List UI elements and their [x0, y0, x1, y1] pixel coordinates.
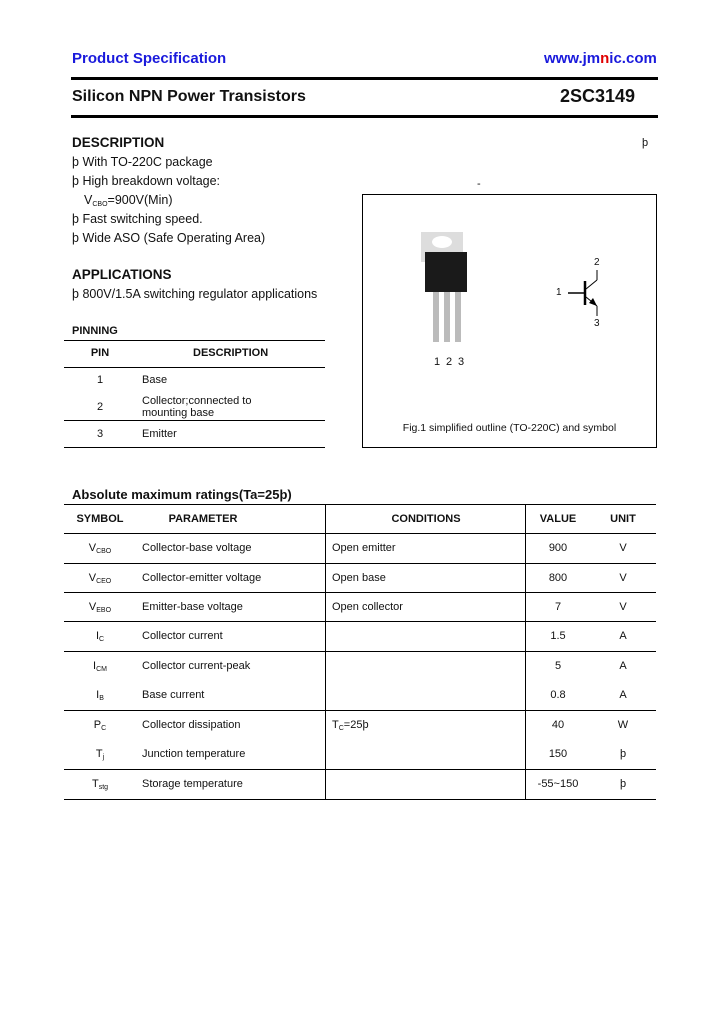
unit-cell: W — [617, 719, 629, 731]
symbol-pin-label: 2 — [594, 257, 600, 268]
description-item: þ High breakdown voltage: — [72, 174, 221, 188]
symbol-cell: $I_C$ — [95, 630, 105, 643]
value-cell: 7 — [554, 601, 562, 613]
conditions-cell: Open collector — [332, 601, 403, 613]
figure-box — [362, 194, 657, 448]
value-cell: 900 — [548, 542, 568, 554]
pin-number: 3 — [96, 428, 104, 440]
unit-cell: V — [619, 572, 627, 584]
value-cell: 1.5 — [550, 630, 566, 642]
to220-package-image — [363, 195, 656, 447]
table-column-rule — [525, 504, 526, 799]
parameter-cell: Collector-base voltage — [142, 542, 252, 554]
symbol-cell: $I_B$ — [96, 689, 104, 702]
symbol-pin-label: 1 — [556, 287, 562, 298]
pin-number: 1 — [96, 374, 104, 386]
table-rule — [64, 710, 656, 711]
unit-cell: A — [619, 660, 627, 672]
symbol-cell: $I_{CM}$ — [93, 660, 107, 673]
unit-cell: þ — [619, 748, 627, 760]
pin-description: Emitter — [142, 428, 177, 440]
stray-dash: - — [477, 178, 481, 190]
parameter-cell: Collector dissipation — [142, 719, 241, 731]
symbol-cell: $V_{CEO}$ — [88, 572, 112, 585]
figure-caption: Fig.1 simplified outline (TO-220C) and symbol — [402, 422, 617, 434]
value-cell: 0.8 — [550, 689, 566, 701]
parameter-cell: Emitter-base voltage — [142, 601, 243, 613]
pin-col-header: PIN — [90, 347, 110, 359]
vcbo-spec: $V_{CBO}=900V(Min)$ — [84, 193, 173, 208]
pin-number: 2 — [96, 401, 104, 413]
ratings-header: VALUE — [539, 513, 577, 525]
package-pin-label: 1 — [434, 356, 441, 368]
table-rule — [64, 621, 656, 622]
value-cell: 150 — [548, 748, 568, 760]
ratings-header: CONDITIONS — [391, 513, 461, 525]
url-part-red: n — [600, 50, 610, 67]
conditions-cell: Open emitter — [332, 542, 396, 554]
value-cell: -55~150 — [537, 778, 579, 790]
symbol-cell: $V_{EBO}$ — [88, 601, 112, 614]
ratings-header: UNIT — [610, 513, 636, 525]
unit-cell: þ — [619, 778, 627, 790]
product-specification-label: Product Specification — [72, 50, 227, 67]
unit-cell: V — [619, 601, 627, 613]
applications-heading: APPLICATIONS — [72, 267, 172, 282]
parameter-cell: Collector-emitter voltage — [142, 572, 262, 584]
unit-cell: A — [619, 630, 627, 642]
package-pin-label: 3 — [458, 356, 465, 368]
parameter-cell: Collector current — [142, 630, 223, 642]
table-rule — [64, 592, 656, 593]
table-rule — [64, 504, 656, 505]
npn-transistor-symbol — [568, 270, 597, 316]
description-item: þ Fast switching speed. — [72, 212, 203, 226]
description-item: þ Wide ASO (Safe Operating Area) — [72, 231, 266, 245]
pin-desc-col-header: DESCRIPTION — [193, 347, 269, 359]
table-rule — [64, 799, 656, 800]
conditions-cell: Open base — [332, 572, 386, 584]
value-cell: 5 — [554, 660, 562, 672]
conditions-cell: $T_C=25þ$ — [332, 719, 369, 732]
parameter-cell: Collector current-peak — [142, 660, 251, 672]
symbol-cell: $P_C$ — [93, 719, 107, 732]
parameter-cell: Storage temperature — [142, 778, 243, 790]
stray-mark: þ — [642, 137, 649, 149]
unit-cell: V — [619, 542, 627, 554]
package-pin-label: 2 — [446, 356, 453, 368]
ratings-header: SYMBOL — [76, 513, 124, 525]
pin-description: Base — [142, 374, 168, 386]
table-column-rule — [325, 504, 326, 799]
table-rule — [64, 651, 656, 652]
part-number: 2SC3149 — [560, 86, 636, 106]
document-title: Silicon NPN Power Transistors — [72, 88, 306, 105]
ratings-title: Absolute maximum ratings(Ta=25þ) — [72, 487, 292, 502]
symbol-cell: $T_j$ — [95, 748, 105, 761]
table-rule — [64, 563, 656, 564]
divider — [71, 115, 658, 118]
table-rule — [64, 769, 656, 770]
pin-description: Collector;connected to mounting base — [142, 395, 252, 419]
table-rule — [64, 533, 656, 534]
parameter-cell: Junction temperature — [142, 748, 246, 760]
application-item: þ 800V/1.5A switching regulator applications — [72, 287, 318, 301]
pinning-heading: PINNING — [72, 325, 118, 337]
url-part: www.jm — [544, 50, 601, 67]
url-part: ic.com — [609, 50, 657, 67]
divider — [71, 77, 658, 80]
parameter-cell: Base current — [142, 689, 205, 701]
symbol-pin-label: 3 — [594, 318, 600, 329]
symbol-cell: $T_{stg}$ — [91, 778, 109, 791]
description-item: þ With TO-220C package — [72, 155, 213, 169]
ratings-header: PARAMETER — [168, 513, 238, 525]
website-link[interactable] — [544, 50, 657, 67]
value-cell: 800 — [548, 572, 568, 584]
unit-cell: A — [619, 689, 627, 701]
package-body — [425, 252, 467, 292]
value-cell: 40 — [551, 719, 565, 731]
symbol-cell: $V_{CBO}$ — [88, 542, 112, 555]
description-heading: DESCRIPTION — [72, 135, 165, 150]
